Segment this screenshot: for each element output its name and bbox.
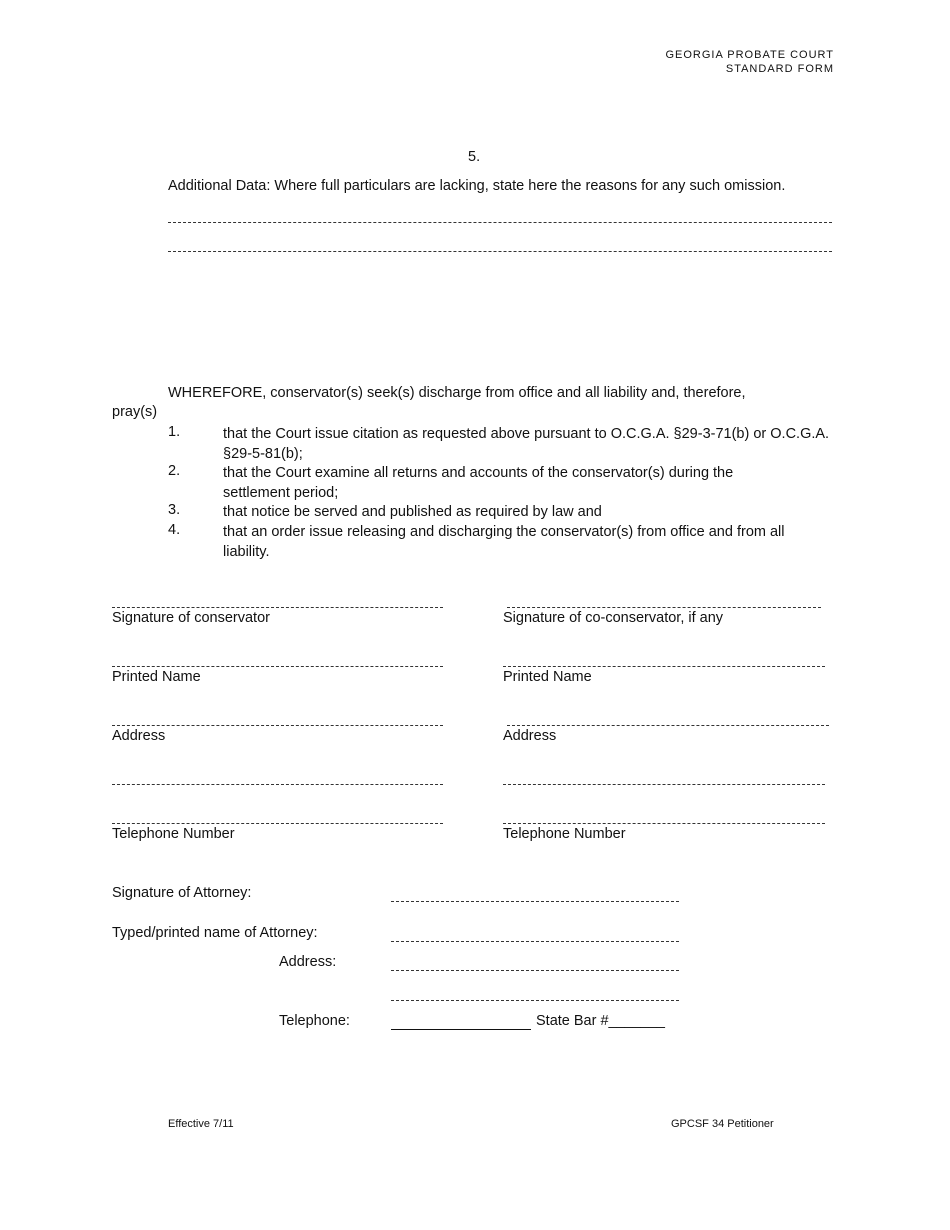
attorney-telephone-label: Telephone: [279, 1013, 350, 1029]
prayer-item-number: 4. [168, 522, 181, 538]
form-type: STANDARD FORM [725, 63, 834, 75]
prayer-item-text: that the Court examine all returns and accounts of the conservator(s) during the settlement period; [223, 465, 734, 501]
wherefore-pray: pray(s) [112, 404, 158, 420]
conservator-name-line[interactable] [112, 666, 443, 667]
form-id: GPCSF 34 Petitioner [671, 1118, 774, 1130]
additional-data-line-1[interactable] [168, 222, 832, 223]
prayer-item-number: 3. [168, 502, 181, 518]
attorney-address-line[interactable] [391, 970, 679, 971]
attorney-name-label: Typed/printed name of Attorney: [112, 925, 318, 941]
co-conservator-name-line[interactable] [503, 666, 825, 667]
conservator-telephone-label: Telephone Number [112, 826, 235, 842]
co-conservator-signature-label: Signature of co-conservator, if any [503, 610, 724, 626]
court-name: GEORGIA PROBATE COURT [665, 49, 834, 61]
wherefore-intro: WHEREFORE, conservator(s) seek(s) discharge from office and all liability and, therefore, [168, 385, 746, 401]
state-bar-field[interactable]: State Bar #_______ [536, 1013, 665, 1029]
attorney-address-line-2[interactable] [391, 1000, 679, 1001]
attorney-address-label: Address: [279, 954, 337, 970]
conservator-signature-line[interactable] [112, 607, 443, 608]
conservator-telephone-line[interactable] [112, 823, 443, 824]
conservator-address-line[interactable] [112, 725, 443, 726]
co-conservator-telephone-line[interactable] [503, 823, 825, 824]
co-conservator-signature-line[interactable] [507, 607, 821, 608]
attorney-telephone-line[interactable] [391, 1029, 531, 1030]
conservator-address-line-2[interactable] [112, 784, 443, 785]
co-conservator-name-label: Printed Name [503, 669, 592, 685]
conservator-signature-label: Signature of conservator [112, 610, 270, 626]
co-conservator-address-label: Address [503, 728, 557, 744]
conservator-address-label: Address [112, 728, 166, 744]
additional-data-label: Additional Data: Where full particulars are lacking, state here the reasons for any such omission. [168, 178, 786, 194]
section-number: 5. [468, 149, 481, 165]
prayer-item-number: 1. [168, 424, 181, 440]
prayer-item-text: that the Court issue citation as requested above pursuant to O.C.G.A. §29-3-71(b) or O.C.G.A. §29-5-81(b); [223, 426, 830, 462]
attorney-signature-label: Signature of Attorney: [112, 885, 252, 901]
conservator-name-label: Printed Name [112, 669, 201, 685]
co-conservator-telephone-label: Telephone Number [503, 826, 626, 842]
additional-data-line-2[interactable] [168, 251, 832, 252]
attorney-name-line[interactable] [391, 941, 679, 942]
prayer-item-text: that notice be served and published as required by law and [223, 504, 602, 520]
prayer-item-text: that an order issue releasing and discharging the conservator(s) from office and from all liability. [223, 524, 785, 560]
attorney-signature-line[interactable] [391, 901, 679, 902]
prayer-item-number: 2. [168, 463, 181, 479]
co-conservator-address-line[interactable] [507, 725, 829, 726]
co-conservator-address-line-2[interactable] [503, 784, 825, 785]
effective-date: Effective 7/11 [168, 1118, 234, 1130]
